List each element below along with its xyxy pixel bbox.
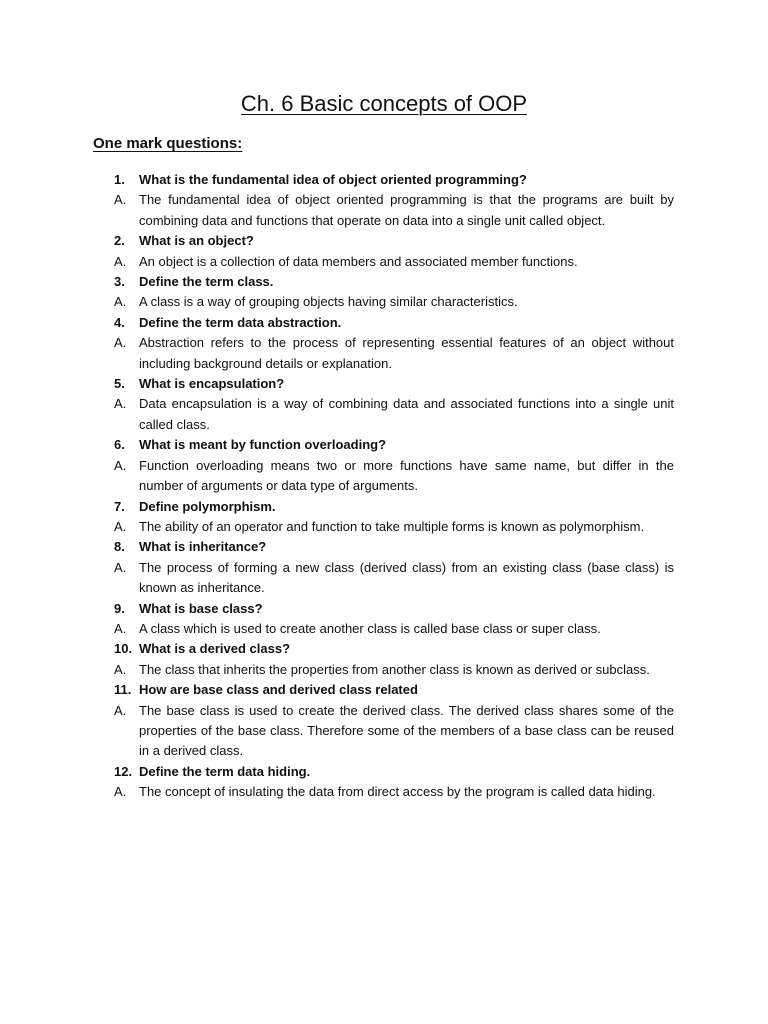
answer-text: The base class is used to create the derived class. The derived class shares some of the properties of the base class. Therefore some of the members of a base class can be reused in a derived class. (139, 702, 674, 759)
question-text: What is meant by function overloading? (139, 437, 387, 453)
answer-text: Abstraction refers to the process of representing essential features of an object without including background details or explanation. (139, 335, 674, 371)
question-number: 11. (114, 682, 132, 698)
answer-text: A class is a way of grouping objects having similar characteristics. (139, 294, 518, 310)
answer-text: A class which is used to create another class is called base class or super class. (139, 620, 601, 636)
question-number: 8. (114, 539, 125, 555)
question-item (114, 374, 674, 394)
answer-item (114, 190, 674, 231)
answer-item (114, 660, 674, 680)
answer-marker: A. (114, 253, 127, 269)
question-text: Define the term data abstraction. (139, 314, 342, 330)
answer-item (114, 558, 674, 599)
answer-text: The class that inherits the properties from another class is known as derived or subclass. (139, 661, 650, 677)
answer-item (114, 782, 674, 802)
answer-text: Function overloading means two or more functions have same name, but differ in the number of arguments or data type of arguments. (139, 457, 674, 494)
answer-marker: A. (114, 661, 127, 677)
section-heading: One mark questions: (93, 135, 243, 152)
answer-item (114, 701, 674, 762)
question-item (114, 680, 674, 700)
answer-text: Data encapsulation is a way of combining data and associated functions into a single unit called class. (139, 396, 674, 432)
question-text: What is an object? (139, 233, 254, 249)
answer-item (114, 619, 674, 639)
answer-text: The fundamental idea of object oriented programming is that the programs are built by combining data and functions that operate on data into a single unit called object. (139, 192, 674, 228)
question-number: 7. (114, 498, 125, 514)
question-number: 5. (114, 376, 125, 392)
answer-marker: A. (114, 620, 127, 636)
answer-marker: A. (114, 784, 127, 800)
question-number: 9. (114, 600, 125, 616)
question-item (114, 313, 674, 333)
question-text: What is encapsulation? (139, 376, 285, 392)
question-text: What is a derived class? (139, 641, 291, 657)
question-number: 1. (114, 172, 125, 187)
answer-marker: A. (114, 457, 127, 473)
answer-item (114, 456, 674, 497)
answer-marker: A. (114, 335, 127, 351)
question-text: What is the fundamental idea of object oriented programming? (139, 172, 527, 187)
question-number: 3. (114, 274, 125, 290)
answer-marker: A. (114, 702, 127, 718)
answer-text: An object is a collection of data members and associated member functions. (139, 253, 578, 269)
question-text: Define the term data hiding. (139, 763, 311, 779)
page-title: Ch. 6 Basic concepts of OOP (240, 91, 528, 116)
answer-text: The process of forming a new class (derived class) from an existing class (base class) is known as inheritance. (139, 559, 674, 596)
question-item (114, 639, 674, 659)
answer-text: The concept of insulating the data from direct access by the program is called data hiding. (139, 784, 656, 800)
question-item (114, 762, 674, 782)
question-item (114, 272, 674, 292)
question-number: 6. (114, 437, 125, 453)
question-text: How are base class and derived class related (139, 682, 418, 698)
question-item (114, 170, 674, 190)
answer-item (114, 394, 674, 435)
question-number: 10. (114, 641, 133, 657)
question-text: Define the term class. (139, 274, 274, 290)
answer-item (114, 517, 674, 537)
question-item (114, 497, 674, 517)
question-number: 2. (114, 233, 125, 249)
question-text: Define polymorphism. (139, 498, 276, 514)
answer-marker: A. (114, 192, 127, 208)
answer-text: The ability of an operator and function to take multiple forms is known as polymorphism. (139, 518, 645, 534)
question-text: What is base class? (139, 600, 263, 616)
qa-list (114, 170, 674, 803)
question-item (114, 231, 674, 251)
answer-item (114, 333, 674, 374)
answer-marker: A. (114, 294, 127, 310)
question-item (114, 599, 674, 619)
answer-item (114, 292, 674, 312)
answer-marker: A. (114, 559, 127, 575)
question-number: 12. (114, 763, 133, 779)
answer-marker: A. (114, 518, 127, 534)
question-item (114, 435, 674, 455)
question-number: 4. (114, 314, 125, 330)
question-item (114, 537, 674, 557)
answer-marker: A. (114, 396, 127, 412)
answer-item (114, 252, 674, 272)
question-text: What is inheritance? (139, 539, 267, 555)
